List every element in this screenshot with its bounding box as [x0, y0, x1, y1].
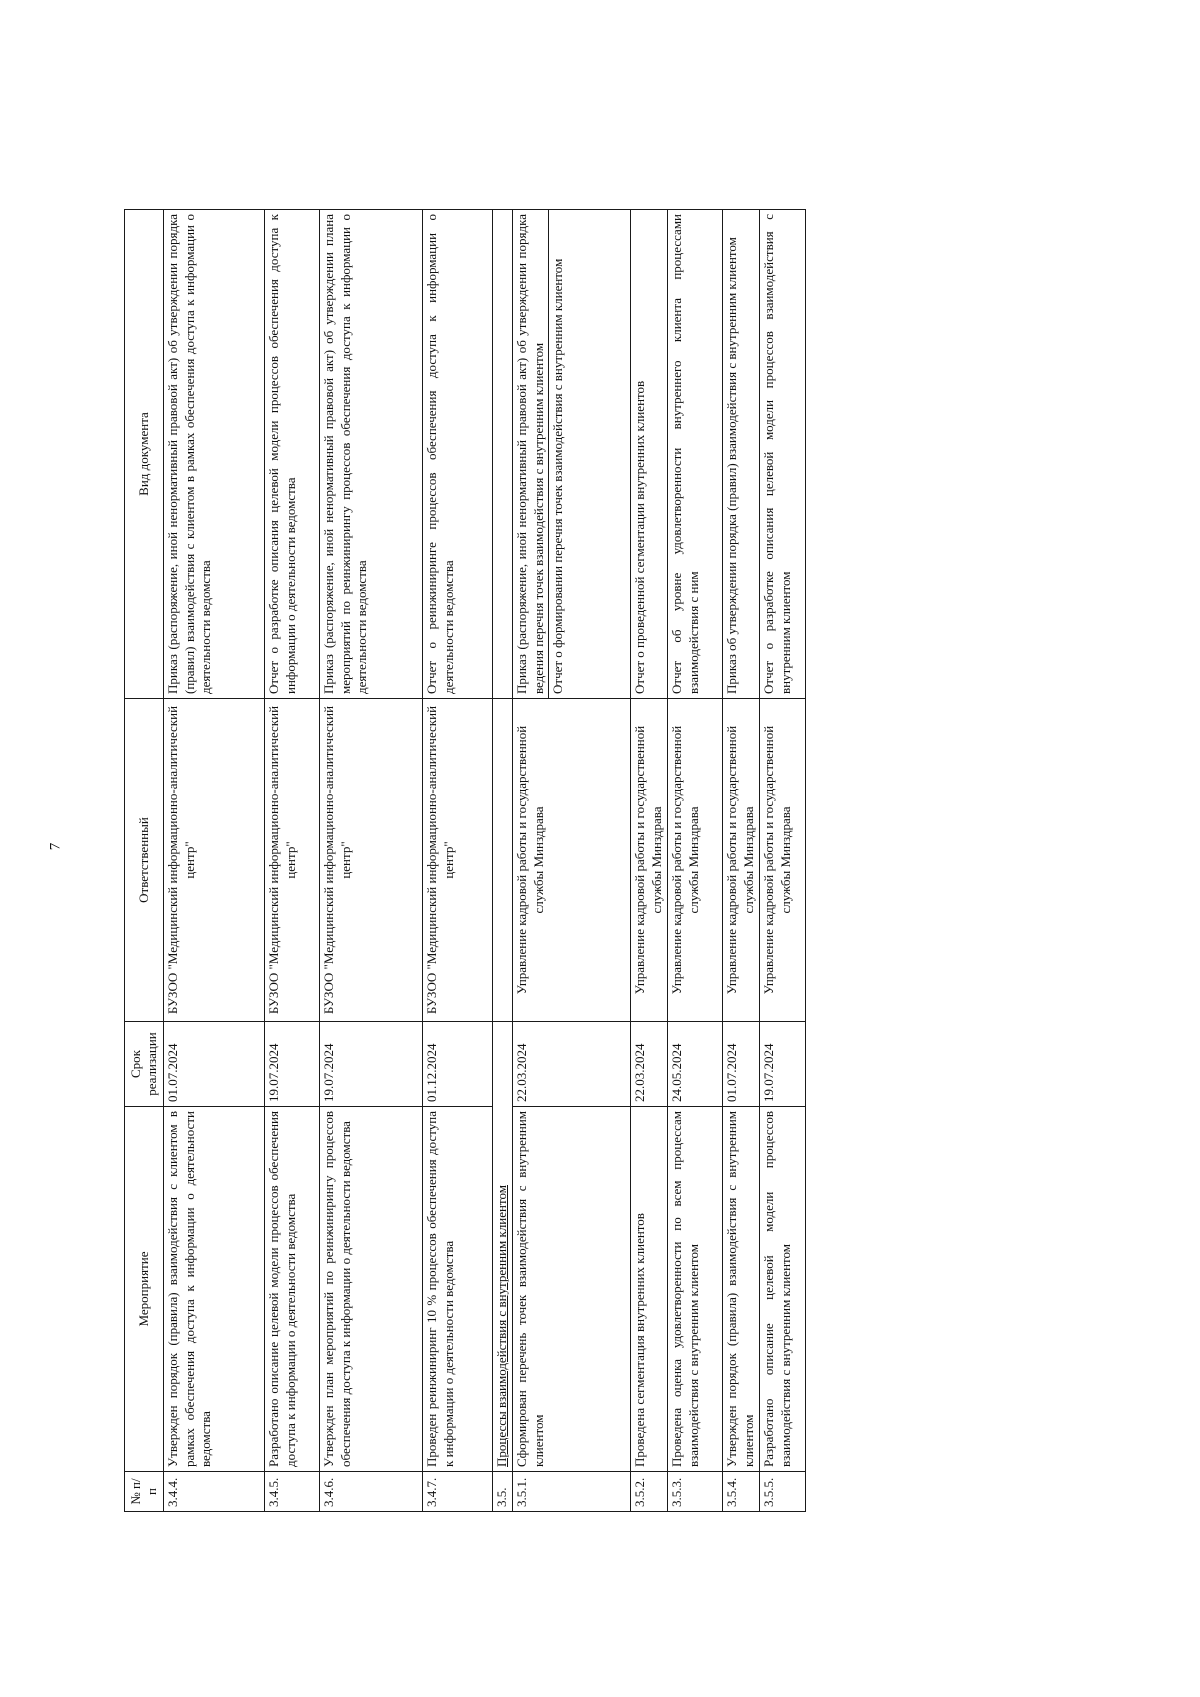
table-row [265, 210, 320, 1512]
row-event: Проведен реинжиниринг 10 % процессов обеспечения доступа к информации о деятельности ведомства [423, 1107, 493, 1472]
section-title: Процессы взаимодействия с внутренним клиентом [494, 1185, 509, 1467]
row-deadline: 19.07.2024 [760, 1022, 806, 1107]
row-doc-type: Отчет о реинжиниринге процессов обеспечения доступа к информации о деятельности ведомства [423, 210, 493, 699]
row-responsible: Управление кадровой работы и государственной службы Минздрава [723, 699, 760, 1022]
row-num: 3.4.6. [320, 1472, 423, 1512]
row-num: 3.5.5. [760, 1472, 806, 1512]
table-row [513, 210, 631, 1512]
row-doc-type: Отчет о проведенной сегментации внутренних клиентов [631, 210, 668, 699]
row-event: Проведена сегментация внутренних клиентов [631, 1107, 668, 1472]
row-doc-type: Отчет об уровне удовлетворенности внутреннего клиента процессами взаимодействия с ним [668, 210, 723, 699]
row-event: Проведена оценка удовлетворенности по всем процессам взаимодействия с внутренним клиентом [668, 1107, 723, 1472]
row-num: 3.5.2. [631, 1472, 668, 1512]
row-event: Разработано описание целевой модели процессов взаимодействия с внутренним клиентом [760, 1107, 806, 1472]
row-deadline: 19.07.2024 [320, 1022, 423, 1107]
table-header-row [125, 210, 164, 1512]
row-deadline: 19.07.2024 [265, 1022, 320, 1107]
action-plan-table [124, 209, 806, 1512]
row-doc-type: Отчет о разработке описания целевой модели процессов взаимодействия с внутренним клиентом [760, 210, 806, 699]
row-num: 3.4.7. [423, 1472, 493, 1512]
rotated-table-container [124, 210, 806, 1512]
row-event: Утвержден план мероприятий по реинжинирингу процессов обеспечения доступа к информации о деятельности ведомства [320, 1107, 423, 1472]
row-event: Утвержден порядок (правила) взаимодействия с клиентом в рамках обеспечения доступа к информации о деятельности ведомства [164, 1107, 265, 1472]
row-deadline: 01.07.2024 [723, 1022, 760, 1107]
section-title-cell [493, 1022, 513, 1472]
row-doc-type [513, 210, 631, 699]
row-doc-type: Приказ (распоряжение, иной ненормативный правовой акт) об утверждении плана мероприятий по реинжинирингу процессов обеспечения доступа к информации о деятельности ведомства [320, 210, 423, 699]
table-row [423, 210, 493, 1512]
row-num: 3.4.4. [164, 1472, 265, 1512]
row-doc-type: Отчет о разработке описания целевой модели процессов обеспечения доступа к информации о деятельности ведомства [265, 210, 320, 699]
table-row [760, 210, 806, 1512]
header-responsible: Ответственный [125, 699, 164, 1022]
header-doc-type: Вид документа [125, 210, 164, 699]
row-num: 3.5.3. [668, 1472, 723, 1512]
header-deadline: Срок реализации [125, 1022, 164, 1107]
doc-type-part: Отчет о формировании перечня точек взаимодействия с внутренним клиентом [548, 210, 568, 698]
row-deadline: 22.03.2024 [631, 1022, 668, 1107]
section-empty-cell [493, 210, 513, 699]
row-responsible: БУЗОО "Медицинский информационно-аналитический центр" [164, 699, 265, 1022]
table-row [668, 210, 723, 1512]
section-row [493, 210, 513, 1512]
row-event: Разработано описание целевой модели процессов обеспечения доступа к информации о деятельности ведомства [265, 1107, 320, 1472]
header-event: Мероприятие [125, 1107, 164, 1472]
table-row [164, 210, 265, 1512]
row-responsible: Управление кадровой работы и государственной службы Минздрава [513, 699, 631, 1022]
table-row [723, 210, 760, 1512]
row-event: Утвержден порядок (правила) взаимодействия с внутренним клиентом [723, 1107, 760, 1472]
section-num: 3.5. [493, 1472, 513, 1512]
row-num: 3.5.1. [513, 1472, 631, 1512]
row-responsible: БУЗОО "Медицинский информационно-аналитический центр" [265, 699, 320, 1022]
page-number: 7 [47, 842, 64, 851]
row-responsible: Управление кадровой работы и государственной службы Минздрава [760, 699, 806, 1022]
section-empty-cell [493, 699, 513, 1022]
row-deadline: 22.03.2024 [513, 1022, 631, 1107]
table-row [631, 210, 668, 1512]
table-row [320, 210, 423, 1512]
header-num: № п/п [125, 1472, 164, 1512]
row-doc-type: Приказ об утверждении порядка (правил) взаимодействия с внутренним клиентом [723, 210, 760, 699]
row-doc-type: Приказ (распоряжение, иной ненормативный правовой акт) об утверждении порядка (правил) взаимодействия с клиентом в рамках обеспечения доступа к информации о деятельности ведомства [164, 210, 265, 699]
doc-type-part: Приказ (распоряжение, иной ненормативный правовой акт) об утверждении порядка ведения перечня точек взаимодействия с внутренним клиентом [514, 214, 546, 694]
row-responsible: БУЗОО "Медицинский информационно-аналитический центр" [423, 699, 493, 1022]
row-responsible: БУЗОО "Медицинский информационно-аналитический центр" [320, 699, 423, 1022]
row-num: 3.5.4. [723, 1472, 760, 1512]
row-responsible: Управление кадровой работы и государственной службы Минздрава [631, 699, 668, 1022]
row-responsible: Управление кадровой работы и государственной службы Минздрава [668, 699, 723, 1022]
row-deadline: 24.05.2024 [668, 1022, 723, 1107]
row-event: Сформирован перечень точек взаимодействия с внутренним клиентом [513, 1107, 631, 1472]
row-deadline: 01.07.2024 [164, 1022, 265, 1107]
row-deadline: 01.12.2024 [423, 1022, 493, 1107]
row-num: 3.4.5. [265, 1472, 320, 1512]
